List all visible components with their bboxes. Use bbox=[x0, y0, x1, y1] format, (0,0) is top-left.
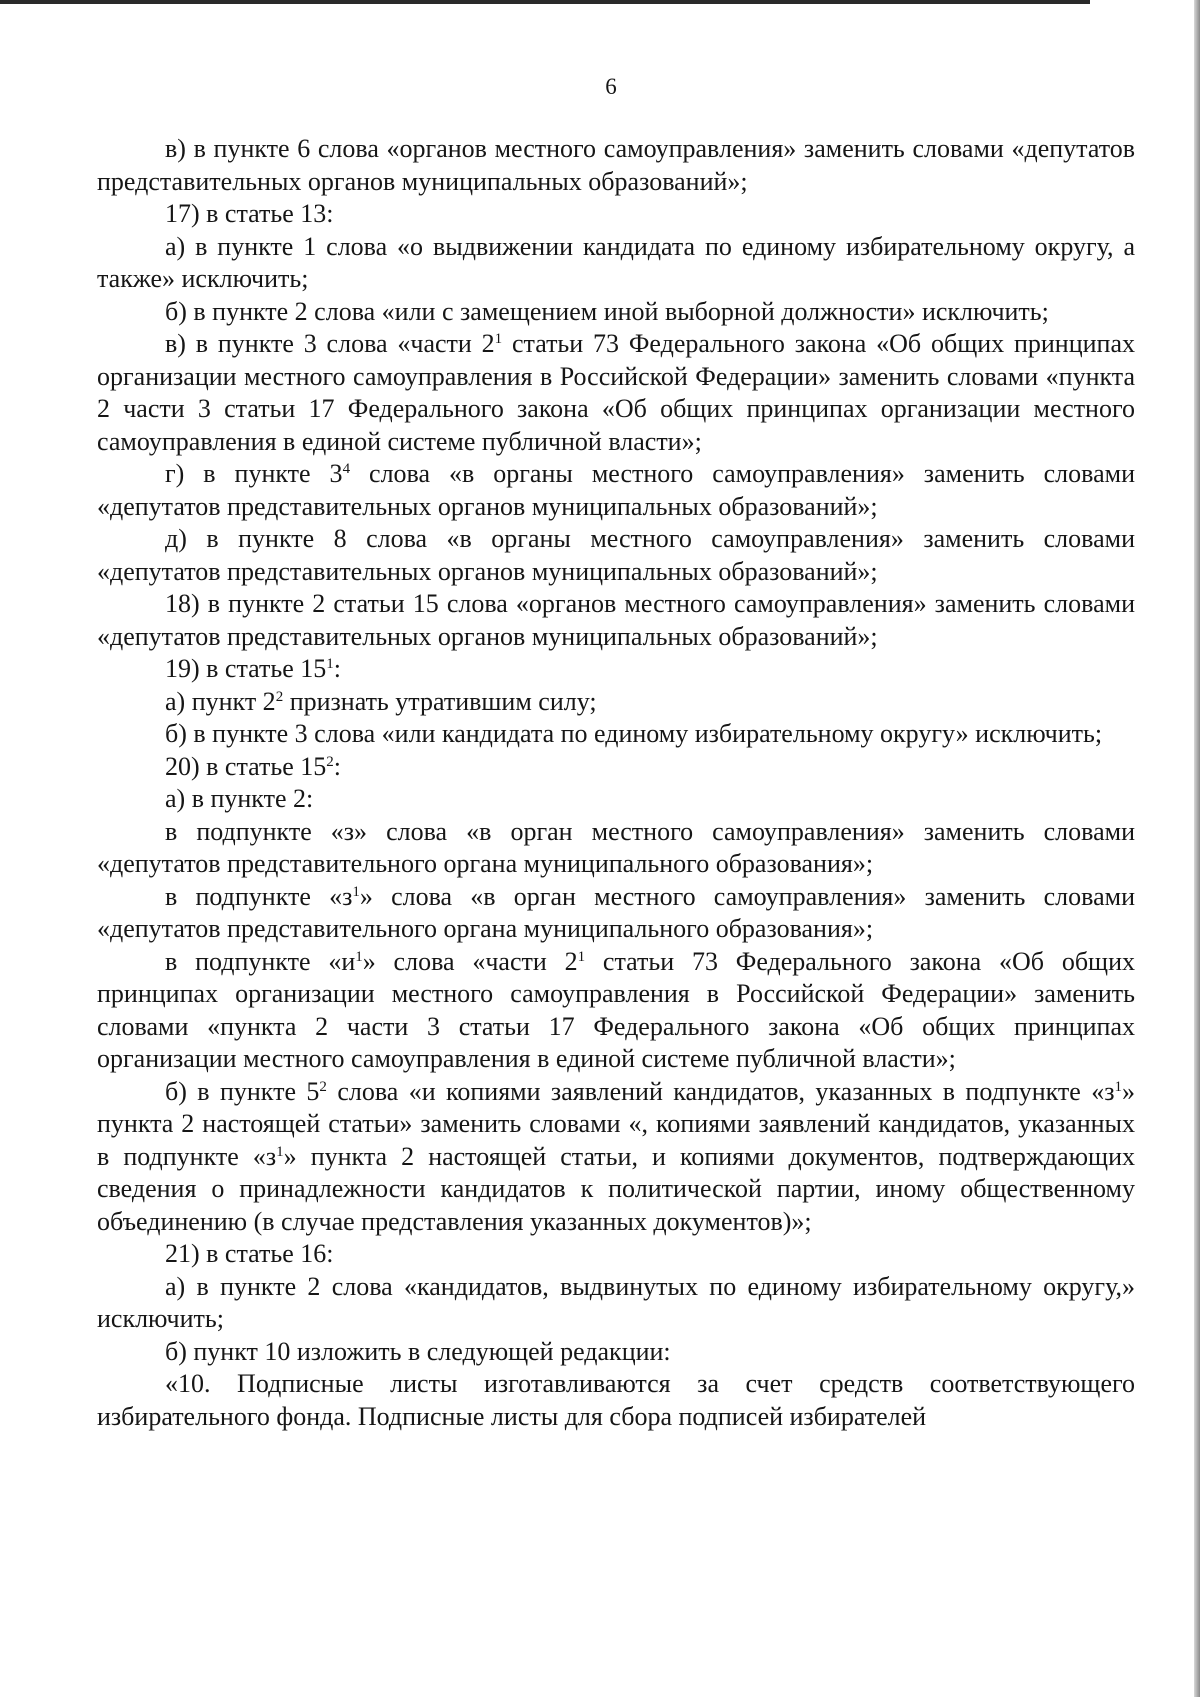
text-run: 20) в статье 15 bbox=[165, 751, 327, 781]
document-body bbox=[97, 133, 1135, 1433]
text-run: : bbox=[333, 751, 342, 781]
text-run: а) в пункте 2 слова «кандидатов, выдвинутых по единому избирательному округу,» исключить; bbox=[97, 1271, 1135, 1333]
text-run: г) в пункте 3 bbox=[165, 459, 343, 488]
text-run: а) в пункте 1 слова «о выдвижении кандидата по единому избирательному округу, а также» исключить; bbox=[97, 231, 1135, 293]
superscript: 4 bbox=[342, 461, 351, 477]
superscript: 1 bbox=[276, 1143, 284, 1160]
text-run: б) в пункте 3 слова «или кандидата по единому избирательному округу» исключить; bbox=[165, 719, 1103, 748]
text-run: слова «и копиями заявлений кандидатов, указанных в подпункте «з bbox=[326, 1076, 1115, 1106]
paragraph-p4 bbox=[97, 296, 1135, 329]
text-run: 17) в статье 13: bbox=[165, 199, 334, 228]
text-run: статьи 73 Федерального закона «Об общих принципах организации местного самоуправления в Российской Федерации» заменить словами «пункта 2 части 3 статьи 17 Федерального закона «Об общих принципах организации местного самоуправления в единой системе публичной власти»; bbox=[97, 946, 1135, 1073]
text-run: а) в пункте 2: bbox=[165, 784, 314, 813]
text-run: » слова «в орган местного самоуправления» заменить словами «депутатов представительного органа муниципального образования»; bbox=[97, 881, 1135, 943]
text-run: «10. Подписные листы изготавливаются за счет средств соответствующего избирательного фонда. Подписные листы для сбора подписей избирателей bbox=[97, 1369, 1135, 1431]
paragraph-p13 bbox=[97, 783, 1135, 816]
text-run: : bbox=[333, 654, 342, 683]
text-run: в) в пункте 6 слова «органов местного самоуправления» заменить словами «депутатов представительных органов муниципальных образований»; bbox=[97, 134, 1135, 196]
superscript: 2 bbox=[275, 688, 284, 705]
paragraph-p18 bbox=[97, 1238, 1135, 1271]
text-run: слова «в органы местного самоуправления» заменить словами «депутатов представительных органов муниципальных образований»; bbox=[97, 459, 1135, 521]
text-run: д) в пункте 8 слова «в органы местного самоуправления» заменить словами «депутатов представительных органов муниципальных образований»; bbox=[97, 524, 1135, 586]
text-run: 19) в статье 15 bbox=[165, 654, 327, 683]
superscript: 1 bbox=[355, 948, 363, 965]
text-run: б) пункт 10 изложить в следующей редакции: bbox=[165, 1336, 671, 1366]
superscript: 1 bbox=[494, 331, 503, 347]
paragraph-p16 bbox=[97, 946, 1135, 1076]
paragraph-p7 bbox=[97, 523, 1135, 588]
paragraph-p21 bbox=[97, 1368, 1135, 1433]
text-run: » пункта 2 настоящей статьи, и копиями документов, подтверждающих сведения о принадлежности кандидатов к политической партии, иному общественному объединению (в случае представления указанных документов)»; bbox=[97, 1141, 1135, 1236]
text-run: 18) в пункте 2 статьи 15 слова «органов местного самоуправления» заменить словами «депутатов представительных органов муниципальных образований»; bbox=[97, 589, 1135, 651]
paragraph-p9 bbox=[97, 653, 1135, 686]
text-run: в подпункте «з» слова «в орган местного самоуправления» заменить словами «депутатов представительного органа муниципального образования»; bbox=[97, 816, 1135, 878]
superscript: 2 bbox=[319, 1078, 327, 1095]
text-run: б) в пункте 5 bbox=[165, 1076, 320, 1106]
paragraph-p10 bbox=[97, 686, 1135, 719]
paragraph-p3 bbox=[97, 231, 1135, 296]
superscript: 1 bbox=[326, 656, 334, 672]
text-run: в подпункте «и bbox=[165, 946, 356, 976]
scan-top-border bbox=[0, 0, 1090, 4]
text-run: признать утратившим силу; bbox=[283, 686, 597, 716]
paragraph-p2 bbox=[97, 198, 1135, 231]
text-run: » пункта 2 настоящей статьи» заменить словами «, копиями заявлений кандидатов, указанных в подпункте «з bbox=[97, 1076, 1136, 1171]
text-run: б) в пункте 2 слова «или с замещением иной выборной должности» исключить; bbox=[165, 296, 1049, 326]
text-run: » слова «части 2 bbox=[362, 946, 578, 976]
paragraph-p14 bbox=[97, 816, 1135, 881]
paragraph-p19 bbox=[97, 1271, 1135, 1336]
superscript: 1 bbox=[577, 948, 586, 965]
paragraph-p1 bbox=[97, 133, 1135, 198]
text-run: статьи 73 Федерального закона «Об общих принципах организации местного самоуправления в Российской Федерации» заменить словами «пункта 2 части 3 статьи 17 Федерального закона «Об общих принципах организации местного самоуправления в единой системе публичной власти»; bbox=[97, 329, 1136, 456]
scan-right-edge bbox=[1194, 0, 1200, 1697]
text-run: в подпункте «з bbox=[165, 881, 353, 911]
paragraph-p6 bbox=[97, 458, 1135, 523]
superscript: 2 bbox=[326, 753, 334, 770]
paragraph-p20 bbox=[97, 1336, 1135, 1369]
superscript: 1 bbox=[1114, 1078, 1123, 1095]
text-run: а) пункт 2 bbox=[165, 686, 276, 716]
paragraph-p17 bbox=[97, 1076, 1135, 1239]
superscript: 1 bbox=[352, 883, 360, 900]
text-run: 21) в статье 16: bbox=[165, 1239, 334, 1268]
paragraph-p5 bbox=[97, 328, 1135, 458]
paragraph-p11 bbox=[97, 718, 1135, 751]
paragraph-p8 bbox=[97, 588, 1135, 653]
paragraph-p15 bbox=[97, 881, 1135, 946]
page-number: 6 bbox=[605, 74, 617, 99]
text-run: в) в пункте 3 слова «части 2 bbox=[165, 329, 495, 358]
paragraph-p12 bbox=[97, 751, 1135, 784]
